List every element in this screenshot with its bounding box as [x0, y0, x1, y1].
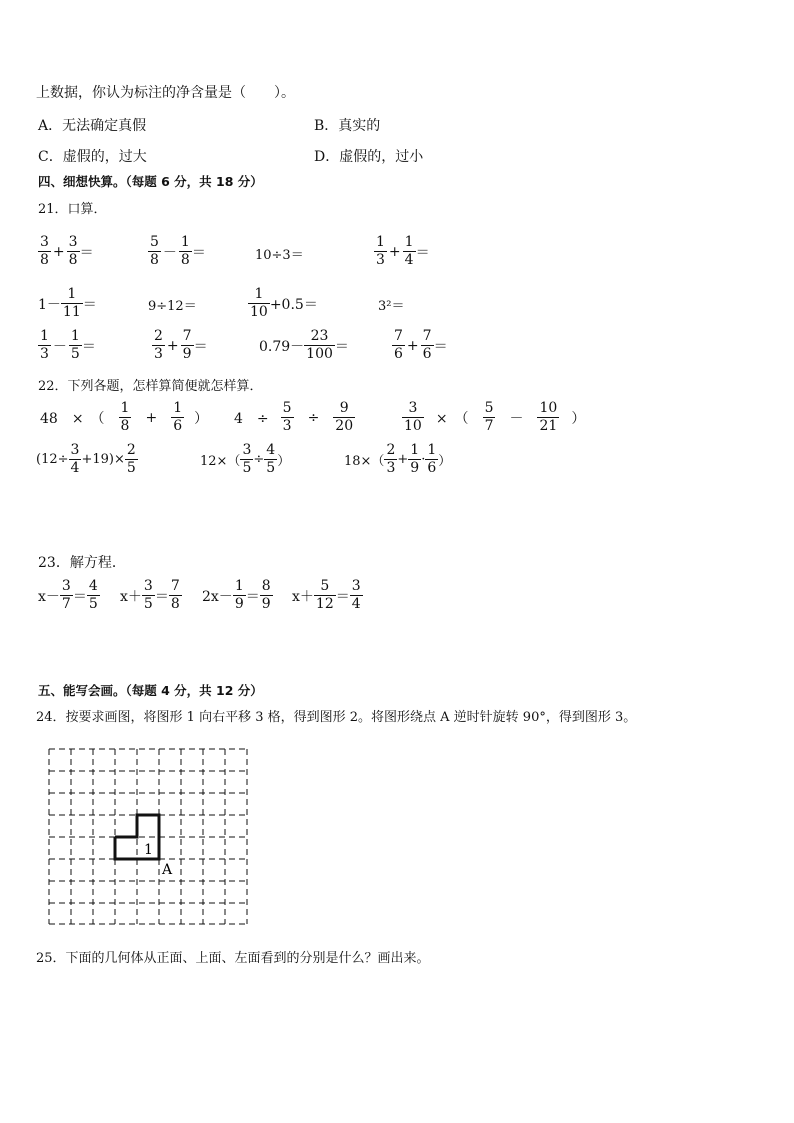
question-title: 22．下列各题，怎样算简便就怎样算．: [38, 379, 263, 394]
expression: $\frac{3}{10}$ × （ $\frac{5}{7}$ － $\frac{10}{21}$ ）: [404, 400, 586, 434]
fraction: $\frac{3}{10}$: [404, 400, 422, 434]
fraction: $\frac{3}{7}$: [61, 578, 71, 612]
fraction: $\frac{1}{8}$: [120, 400, 130, 434]
oral-calc-item: 9÷12＝: [148, 299, 197, 314]
equation: 2x－ $\frac{1}{9}$ ＝ $\frac{8}{9}$: [202, 578, 271, 612]
fraction: $\frac{1}{6}$: [427, 442, 437, 476]
fraction: $\frac{1}{9}$: [410, 442, 420, 476]
fraction: $\frac{1}{5}$: [70, 328, 80, 362]
question-title: 23．解方程．: [38, 555, 126, 571]
fraction: $\frac{3}{5}$: [242, 442, 252, 476]
expression: 48 × （ $\frac{1}{8}$ + $\frac{1}{6}$ ）: [40, 400, 209, 434]
question-title: 25．下面的几何体从正面、上面、左面看到的分别是什么？画出来。: [36, 951, 430, 966]
oral-calc-item: $\frac{5}{8}$ － $\frac{1}{8}$ ＝: [150, 234, 206, 268]
fraction: $\frac{5}{7}$: [484, 400, 494, 434]
fraction: $\frac{3}{4}$: [70, 442, 80, 476]
question-text: 上数据，你认为标注的净含量是（ ）。: [36, 85, 295, 101]
option-b: B．真实的: [314, 118, 381, 134]
expression: 12×（ $\frac{3}{5}$ ÷ $\frac{4}{5}$ ）: [200, 442, 291, 476]
oral-calc-item: 10÷3＝: [255, 248, 304, 263]
fraction: $\frac{1}{11}$: [62, 286, 81, 320]
oral-calc-item: 0.79－ $\frac{23}{100}$ ＝: [259, 328, 349, 362]
section-heading: 四、细想快算。（每题 6 分，共 18 分）: [38, 174, 263, 189]
equation: x＋ $\frac{3}{5}$ ＝ $\frac{7}{8}$: [120, 578, 180, 612]
grid-figure: [48, 748, 250, 930]
equation: x－ $\frac{3}{7}$ ＝ $\frac{4}{5}$: [38, 578, 98, 612]
option-c: C．虚假的，过大: [38, 149, 147, 165]
oral-calc-item: $\frac{1}{3}$ － $\frac{1}{5}$ ＝: [40, 328, 96, 362]
fraction: $\frac{7}{6}$: [422, 328, 432, 362]
expression: 18×（ $\frac{2}{3}$ + $\frac{1}{9}$ · $\frac{1}{6}$ ）: [344, 442, 452, 476]
fraction: $\frac{3}{5}$: [143, 578, 153, 612]
fraction: $\frac{3}{8}$: [40, 234, 49, 268]
fraction: $\frac{7}{6}$: [394, 328, 403, 362]
fraction: $\frac{7}{9}$: [182, 328, 192, 362]
option-a: A．无法确定真假: [38, 118, 147, 134]
fraction: $\frac{1}{9}$: [234, 578, 244, 612]
fraction: $\frac{1}{3}$: [40, 328, 49, 362]
oral-calc-item: $\frac{7}{6}$ + $\frac{7}{6}$ ＝: [394, 328, 448, 362]
fraction: $\frac{2}{3}$: [154, 328, 163, 362]
oral-calc-item: $\frac{1}{10}$ +0.5＝: [250, 286, 318, 320]
oral-calc-item: $\frac{3}{8}$ + $\frac{3}{8}$ ＝: [40, 234, 94, 268]
fraction: $\frac{1}{6}$: [173, 400, 183, 434]
fraction: $\frac{1}{10}$: [250, 286, 268, 320]
fraction: $\frac{23}{100}$: [306, 328, 333, 362]
fraction: $\frac{5}{3}$: [282, 400, 292, 434]
fraction: $\frac{3}{8}$: [68, 234, 78, 268]
oral-calc-item: 3²＝: [378, 299, 405, 314]
fraction: $\frac{9}{20}$: [335, 400, 354, 434]
fraction: $\frac{5}{12}$: [315, 578, 334, 612]
fraction: $\frac{7}{8}$: [170, 578, 180, 612]
fraction: $\frac{2}{3}$: [386, 442, 396, 476]
fraction: $\frac{1}{3}$: [376, 234, 385, 268]
fraction: $\frac{3}{4}$: [351, 578, 361, 612]
expression: 4 ÷ $\frac{5}{3}$ ÷ $\frac{9}{20}$: [234, 400, 354, 434]
fraction: $\frac{2}{5}$: [126, 442, 136, 476]
oral-calc-item: $\frac{2}{3}$ + $\frac{7}{9}$ ＝: [154, 328, 208, 362]
point-a-label: A: [162, 862, 173, 878]
oral-calc-item: $\frac{1}{3}$ + $\frac{1}{4}$ ＝: [376, 234, 430, 268]
fraction: $\frac{1}{4}$: [404, 234, 414, 268]
fraction: $\frac{4}{5}$: [88, 578, 98, 612]
equation: x＋ $\frac{5}{12}$ ＝ $\frac{3}{4}$: [292, 578, 361, 612]
fraction: $\frac{4}{5}$: [266, 442, 276, 476]
question-title: 21．口算．: [38, 202, 107, 217]
section-heading: 五、能写会画。（每题 4 分，共 12 分）: [38, 683, 263, 698]
oral-calc-item: 1－ $\frac{1}{11}$ ＝: [38, 286, 97, 320]
question-title: 24．按要求画图，将图形 1 向右平移 3 格，得到图形 2。将图形绕点 A 逆时针旋转 90°，得到图形 3。: [36, 710, 637, 725]
fraction: $\frac{5}{8}$: [150, 234, 159, 268]
grid-svg: [48, 748, 250, 926]
option-d: D．虚假的，过小: [314, 149, 424, 165]
expression: (12÷ $\frac{3}{4}$ +19)× $\frac{2}{5}$: [36, 442, 136, 476]
fraction: $\frac{10}{21}$: [539, 400, 558, 434]
shape-label: 1: [144, 842, 153, 858]
dashed-grid: [49, 749, 247, 924]
fraction: $\frac{8}{9}$: [261, 578, 271, 612]
fraction: $\frac{1}{8}$: [180, 234, 190, 268]
